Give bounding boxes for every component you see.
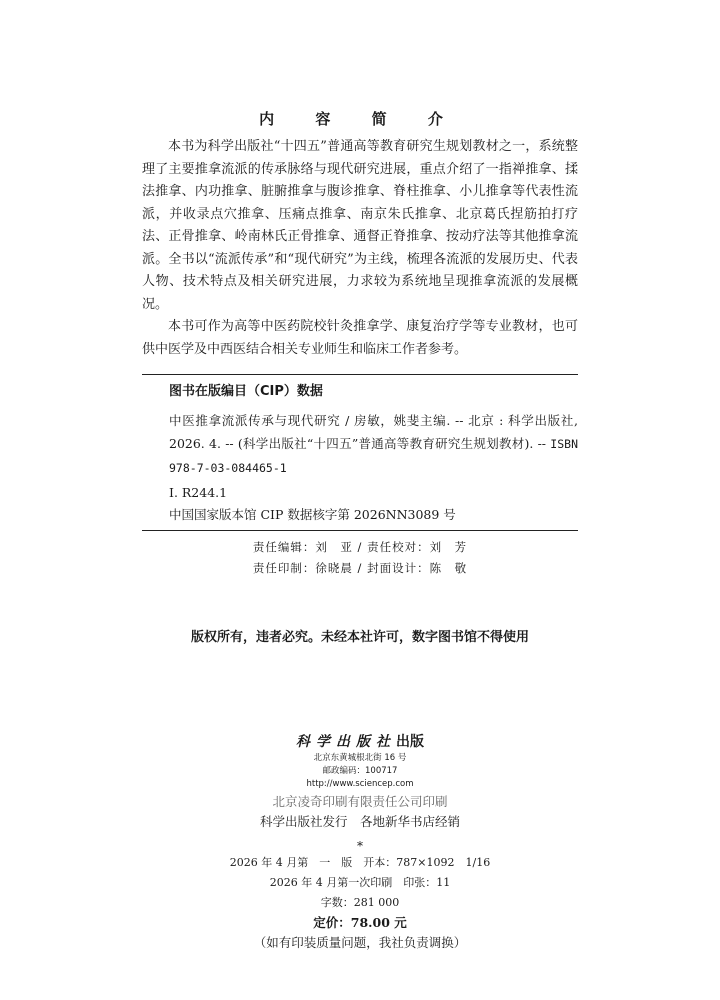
cip-block — [142, 374, 578, 579]
price: 定价：78.00 元 — [313, 915, 407, 930]
edition-line: 2026 年 4 月第 一 版 开本：787×1092 1/16 — [229, 856, 491, 869]
publisher-line — [0, 732, 720, 752]
exchange-notice: （如有印装质量问题，我社负责调换） — [253, 935, 467, 950]
cip-top-rule — [142, 374, 578, 375]
summary-title: 内 容 简 介 — [259, 110, 461, 128]
summary-body — [142, 136, 578, 361]
cip-bottom-rule — [142, 530, 578, 531]
publisher-address: 北京东黄城根北街 16 号 — [313, 753, 407, 763]
printer-line: 北京凌奇印刷有限责任公司印刷 — [272, 794, 448, 809]
publisher-website: http://www.sciencep.com — [306, 779, 414, 789]
cip-heading: 图书在版编目（CIP）数据 — [169, 384, 323, 399]
copyright-notice: 版权所有，违者必究。未经本社许可，数字图书馆不得使用 — [190, 630, 529, 645]
cip-record — [142, 409, 578, 480]
staff-credits — [142, 537, 578, 579]
staff-line-production: 责任印制：徐晓晨 / 封面设计：陈 敬 — [252, 561, 468, 575]
staff-line-editors: 责任编辑：刘 亚 / 责任校对：刘 芳 — [252, 540, 468, 554]
word-count: 字数：281 000 — [320, 896, 400, 909]
cip-classification: Ⅰ. R244.1 — [169, 485, 228, 500]
cip-isbn: ISBN 978-7-03-084465-1 — [169, 437, 578, 475]
publisher-logo: 科学出版社 — [296, 734, 396, 750]
printing-line: 2026 年 4 月第一次印刷 印张：11 — [269, 876, 451, 889]
cip-verification: 中国国家版本馆 CIP 数据核字第 2026NN3089 号 — [169, 507, 456, 522]
separator-star: * — [357, 839, 363, 853]
imprint-block — [0, 732, 720, 953]
publisher-postcode: 邮政编码：100717 — [322, 766, 398, 776]
summary-paragraph-1: 本书为科学出版社“十四五”普通高等教育研究生规划教材之一，系统整理了主要推拿流派的传承脉络与现代研究进展，重点介绍了一指禅推拿、揉法推拿、内功推拿、脏腑推拿与腹诊推拿、脊柱推拿、小儿推拿等代表性流派，并收录点穴推拿、压痛点推拿、南京朱氏推拿、北京葛氏捏筋拍打疗法、正骨推拿、岭南林氏正骨推拿、通督正脊推拿、按动疗法等其他推拿流派。全书以“流派传承”和“现代研究”为主线，梳理各流派的发展历史、代表人物、技术特点及相关研究进展，力求较为系统地呈现推拿流派的发展概况。 — [142, 139, 578, 312]
distribution-line: 科学出版社发行 各地新华书店经销 — [259, 814, 460, 829]
publisher-suffix: 出版 — [396, 734, 424, 750]
cip-record-main: 中医推拿流派传承与现代研究 / 房敏，姚斐主编. -- 北京 : 科学出版社, 2026. 4. -- (科学出版社“十四五”普通高等教育研究生规划教材). -- — [169, 413, 578, 451]
summary-paragraph-2: 本书可作为高等中医药院校针灸推拿学、康复治疗学等专业教材，也可供中医学及中西医结合相关专业师生和临床工作者参考。 — [142, 319, 578, 357]
